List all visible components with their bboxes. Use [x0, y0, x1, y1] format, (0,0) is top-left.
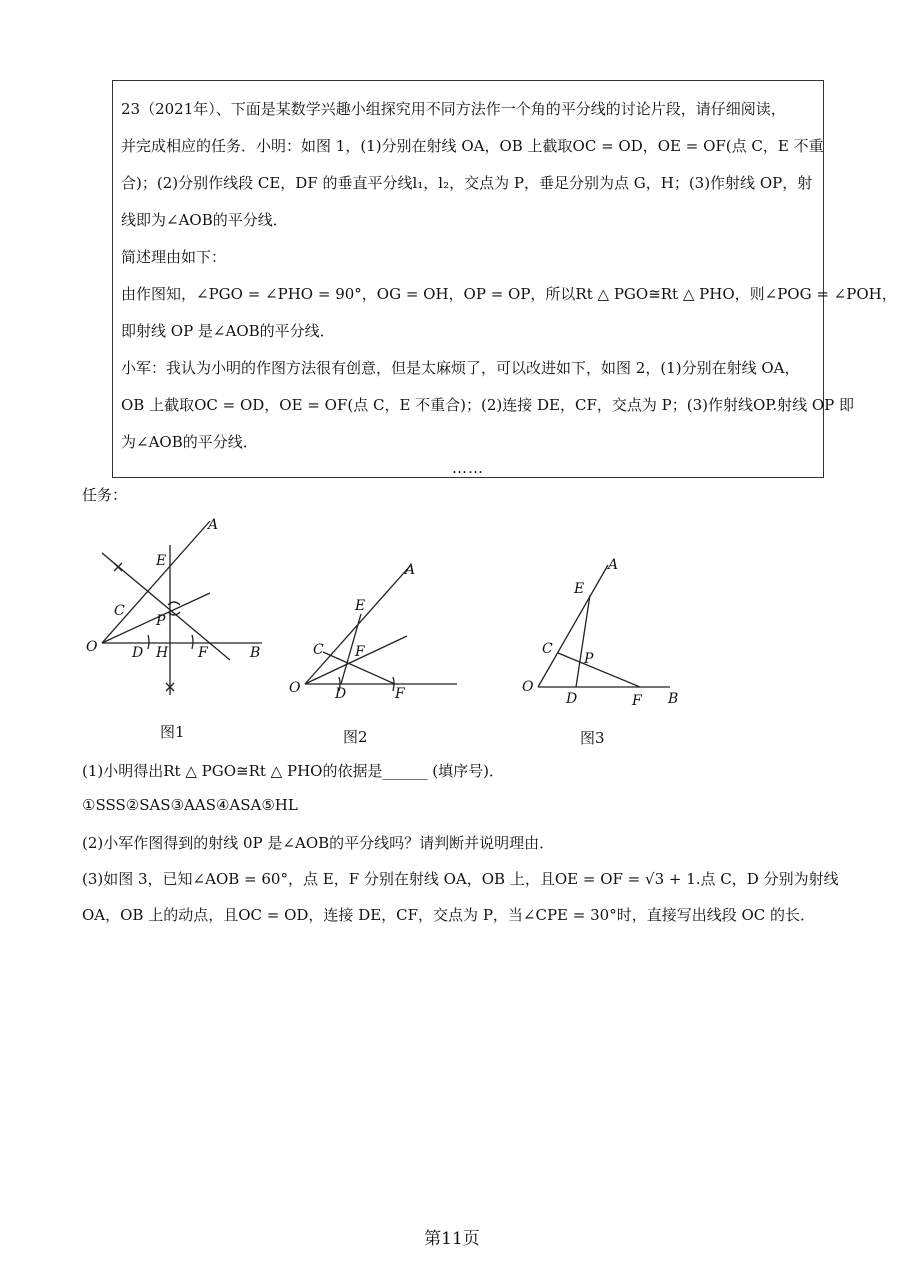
problem-line: 为∠AOB的平分线． — [121, 433, 258, 451]
label-c: C — [542, 641, 553, 657]
figure-2-caption: 图2 — [343, 728, 368, 746]
task-label: 任务： — [82, 486, 128, 504]
label-h: H — [156, 645, 169, 661]
ellipsis: …… — [452, 459, 484, 477]
figure-1-svg — [80, 515, 270, 745]
page-number: 第11页 — [424, 1229, 480, 1249]
label-a: A — [608, 557, 619, 573]
label-p: P — [584, 651, 594, 667]
question-1: (1)小明得出Rt △ PGO≅Rt △ PHO的依据是______ (填序号)． — [82, 762, 504, 780]
figure-1-caption: 图1 — [160, 723, 185, 741]
label-f: F — [395, 686, 405, 702]
figure-3-svg — [520, 555, 695, 755]
arc-mark — [192, 635, 193, 649]
label-f: F — [198, 645, 208, 661]
figure-3 — [520, 555, 695, 759]
figure-3-caption: 图3 — [580, 729, 605, 747]
label-d: D — [132, 645, 144, 661]
arc-mark — [114, 563, 122, 571]
label-a: A — [208, 517, 219, 533]
label-p: P — [156, 613, 166, 629]
figure-1 — [80, 515, 270, 749]
label-e: E — [574, 581, 585, 597]
label-a: A — [405, 562, 416, 578]
label-d: D — [566, 691, 578, 707]
question-3-line-1: (3)如图 3，已知∠AOB = 60°，点 E，F 分别在射线 OA，OB 上，且OE = OF = √3 + 1.点 C，D 分别为射线 — [82, 870, 839, 888]
problem-line: 23（2021年）、下面是某数学兴趣小组探究用不同方法作一个角的平分线的讨论片段，请仔细阅读， — [121, 100, 786, 118]
question-1-options: ①SSS②SAS③AAS④ASA⑤HL — [82, 796, 298, 814]
label-o: O — [522, 679, 534, 695]
problem-line: 即射线 OP 是∠AOB的平分线． — [121, 322, 335, 340]
problem-line: 线即为∠AOB的平分线． — [121, 211, 288, 229]
label-f-intersection: F — [355, 644, 365, 660]
label-c: C — [313, 642, 324, 658]
label-f: F — [632, 693, 642, 709]
problem-line: 由作图知，∠PGO = ∠PHO = 90°，OG = OH，OP = OP，所以Rt △ PGO≅Rt △ PHO，则∠POG = ∠POH， — [121, 285, 897, 303]
figure-2-svg — [285, 560, 465, 750]
label-o: O — [86, 639, 98, 655]
figure-2 — [285, 560, 465, 754]
label-b: B — [668, 691, 679, 707]
question-2: (2)小军作图得到的射线 0P 是∠AOB的平分线吗？请判断并说明理由． — [82, 834, 555, 852]
problem-box — [112, 80, 897, 478]
problem-line: 并完成相应的任务．小明：如图 1，(1)分别在射线 OA，OB 上截取OC = OD，OE = OF(点 C，E 不重 — [121, 137, 824, 155]
label-c: C — [114, 603, 125, 619]
label-b: B — [250, 645, 261, 661]
question-3-line-2: OA，OB 上的动点，且OC = OD，连接 DE，CF，交点为 P，当∠CPE = 30°时，直接写出线段 OC 的长． — [82, 906, 816, 924]
problem-line: 小军：我认为小明的作图方法很有创意，但是太麻烦了，可以改进如下，如图 2，(1)分别在射线 OA， — [121, 359, 800, 377]
label-d: D — [335, 686, 347, 702]
problem-line: 简述理由如下： — [121, 248, 227, 266]
label-o: O — [289, 680, 301, 696]
segment-cf — [558, 653, 640, 687]
problem-line: 合)；(2)分别作线段 CE，DF 的垂直平分线l₁，l₂，交点为 P，垂足分别为点 G，H；(3)作射线 OP，射 — [121, 174, 813, 192]
label-e: E — [355, 598, 366, 614]
label-e: E — [156, 553, 167, 569]
problem-line: OB 上截取OC = OD，OE = OF(点 C，E 不重合)；(2)连接 DE，CF，交点为 P；(3)作射线OP.射线 OP 即 — [121, 396, 855, 414]
arc-mark — [148, 635, 149, 649]
